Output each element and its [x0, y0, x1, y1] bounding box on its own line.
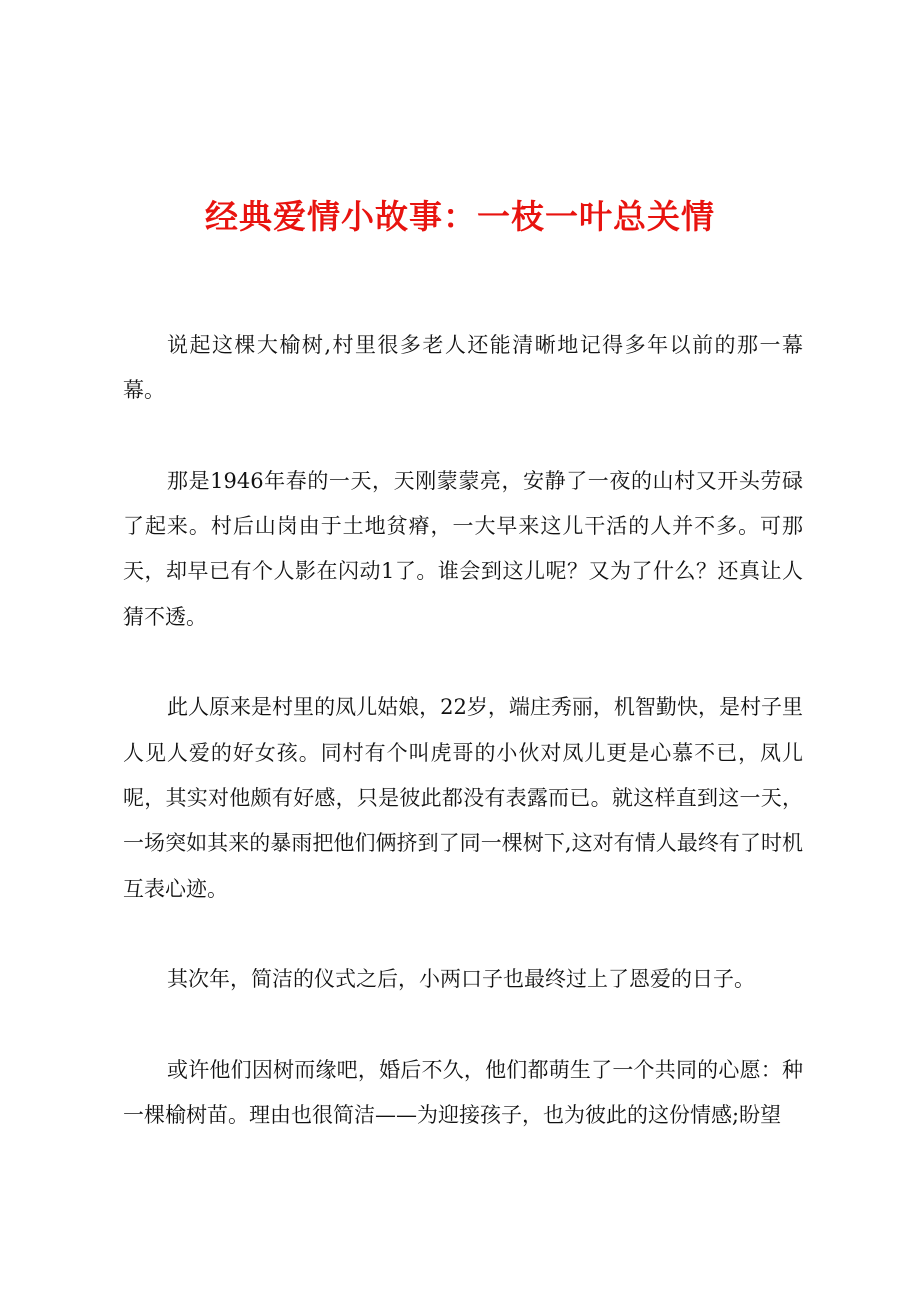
paragraph-5: 或许他们因树而缘吧，婚后不久，他们都萌生了一个共同的心愿：种一棵榆树苗。理由也很简洁——为迎接孩子，也为彼此的这份情感;盼望: [123, 1057, 803, 1128]
paragraph-2: 那是1946年春的一天，天刚蒙蒙亮，安静了一夜的山村又开头劳碌了起来。村后山岗由于土地贫瘠，一大早来这儿干活的人并不多。可那天，却早已有个人影在闪动1了。谁会到这儿呢？又为了什么？还真让人猜不透。: [123, 468, 803, 629]
document-title: 经典爱情小故事：一枝一叶总关情: [205, 197, 715, 236]
paragraph-4: 其次年，简洁的仪式之后，小两口子也最终过上了恩爱的日子。: [167, 967, 755, 992]
document-body: [123, 323, 803, 1184]
paragraph-1: 说起这棵大榆树,村里很多老人还能清晰地记得多年以前的那一幕幕。: [123, 333, 803, 403]
paragraph-3: 此人原来是村里的凤儿姑娘，22岁，端庄秀丽，机智勤快，是村子里人见人爱的好女孩。同村有个叫虎哥的小伙对凤儿更是心慕不已，凤儿呢，其实对他颇有好感，只是彼此都没有表露而已。就这样直到这一天，一场突如其来的暴雨把他们俩挤到了同一棵树下,这对有情人最终有了时机互表心迹。: [123, 695, 803, 901]
